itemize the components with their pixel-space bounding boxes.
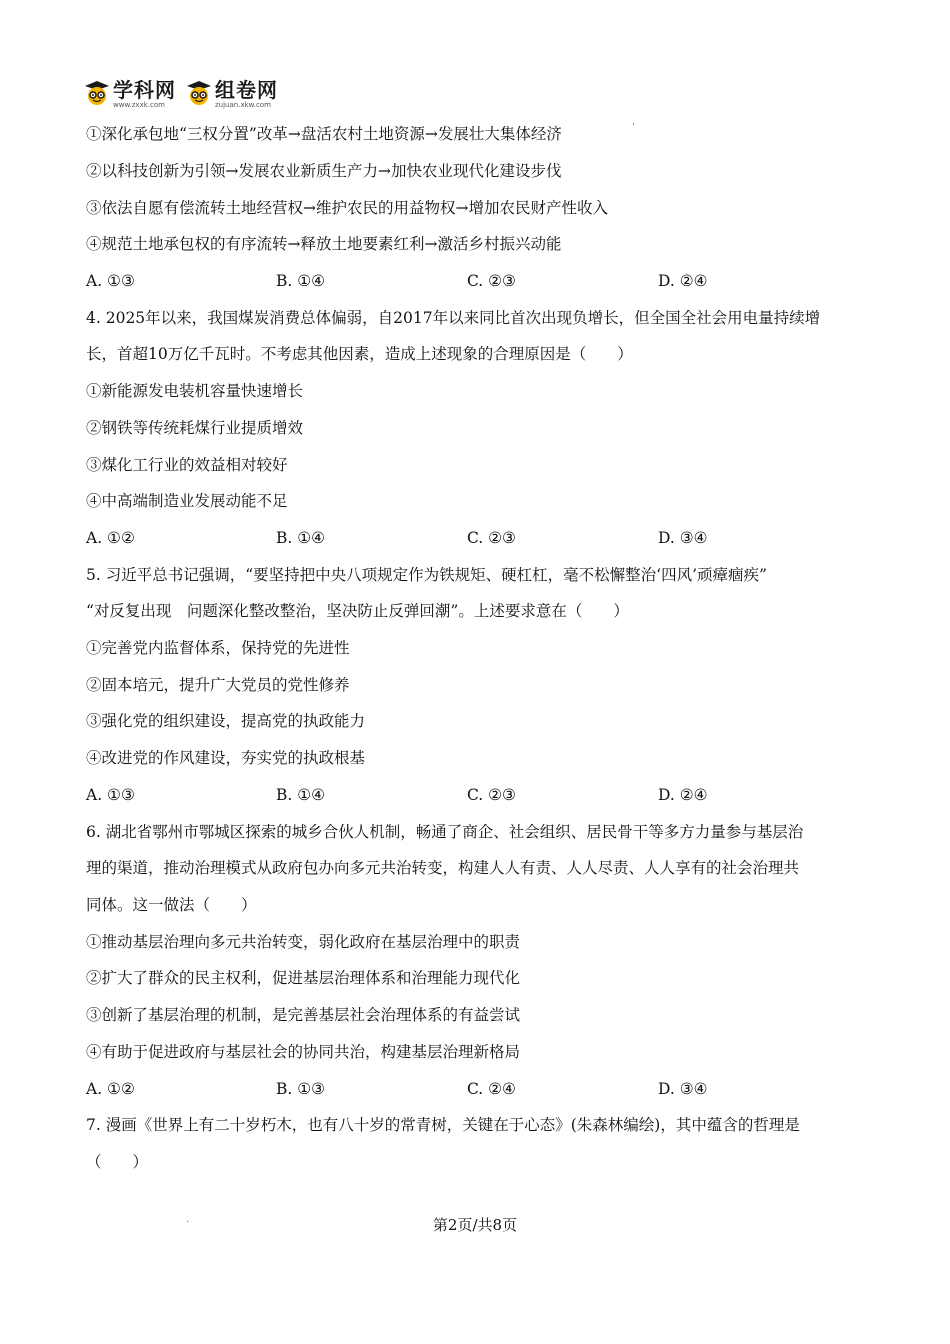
option-d[interactable]: D. ③④ <box>658 1080 708 1098</box>
page-number: 第2页/共8页 <box>432 1216 518 1234</box>
q6-statement-1: ①推动基层治理向多元共治转变，弱化政府在基层治理中的职责 <box>86 933 521 951</box>
q3-options <box>86 271 866 291</box>
q5-statement-4: ④改进党的作风建设，夯实党的执政根基 <box>86 749 366 767</box>
logo2-text: 组卷网 <box>215 78 278 102</box>
q3-statement-1: ①深化承包地“三权分置”改革→盘活农村土地资源→发展壮大集体经济 <box>86 125 562 143</box>
logo1-sub: www.zxxk.com <box>113 101 165 109</box>
mascot-icon <box>186 80 212 106</box>
stray-dot: . <box>186 1214 190 1225</box>
option-b[interactable]: B. ①③ <box>276 1080 326 1098</box>
option-c[interactable]: C. ②③ <box>467 529 516 547</box>
header-logos <box>84 80 278 114</box>
q6-stem-line-1: 6. 湖北省鄂州市鄂城区探索的城乡合伙人机制，畅通了商企、社会组织、居民骨干等多方力量参与基层治 <box>86 823 804 841</box>
q4-stem-line-1: 4. 2025年以来，我国煤炭消费总体偏弱，自2017年以来同比首次出现负增长，但全国全社会用电量持续增 <box>86 309 821 327</box>
logo2-sub: zujuan.xkw.com <box>215 101 271 109</box>
q6-options <box>86 1079 866 1099</box>
q5-statement-2: ②固本培元，提升广大党员的党性修养 <box>86 676 350 694</box>
option-d[interactable]: D. ②④ <box>658 786 708 804</box>
q6-statement-2: ②扩大了群众的民主权利，促进基层治理体系和治理能力现代化 <box>86 969 521 987</box>
option-a[interactable]: A. ①③ <box>86 786 135 804</box>
option-c[interactable]: C. ②③ <box>467 786 516 804</box>
q5-stem-line-2: “对反复出现 问题深化整改整治，坚决防止反弹回潮”。上述要求意在（ ） <box>86 602 629 620</box>
q4-statement-1: ①新能源发电装机容量快速增长 <box>86 382 304 400</box>
q5-stem-line-1: 5. 习近平总书记强调，“要坚持把中央八项规定作为铁规矩、硬杠杠，毫不松懈整治‘四风’顽瘴痼疾” <box>86 566 767 584</box>
q6-statement-4: ④有助于促进政府与基层社会的协同共治，构建基层治理新格局 <box>86 1043 521 1061</box>
option-c[interactable]: C. ②③ <box>467 272 516 290</box>
option-b[interactable]: B. ①④ <box>276 529 326 547</box>
logo-xuekewang <box>84 80 176 109</box>
q5-options <box>86 785 866 805</box>
q4-stem-line-2: 长，首超10万亿千瓦时。不考虑其他因素，造成上述现象的合理原因是（ ） <box>86 345 633 363</box>
option-a[interactable]: A. ①② <box>86 529 135 547</box>
q4-statement-2: ②钢铁等传统耗煤行业提质增效 <box>86 419 304 437</box>
q4-options <box>86 528 866 548</box>
option-c[interactable]: C. ②④ <box>467 1080 516 1098</box>
option-b[interactable]: B. ①④ <box>276 786 326 804</box>
q5-statement-3: ③强化党的组织建设，提高党的执政能力 <box>86 712 366 730</box>
q3-statement-2: ②以科技创新为引领→发展农业新质生产力→加快农业现代化建设步伐 <box>86 162 562 180</box>
q6-stem-line-2: 理的渠道，推动治理模式从政府包办向多元共治转变，构建人人有责、人人尽责、人人享有的社会治理共 <box>86 859 800 877</box>
mascot-icon <box>84 80 110 106</box>
logo1-text: 学科网 <box>113 78 176 102</box>
option-b[interactable]: B. ①④ <box>276 272 326 290</box>
q3-statement-4: ④规范土地承包权的有序流转→释放土地要素红利→激活乡村振兴动能 <box>86 235 562 253</box>
logo-zujuanwang <box>186 80 278 109</box>
q7-stem-line-1: 7. 漫画《世界上有二十岁朽木，也有八十岁的常青树，关键在于心态》(朱森林编绘)，其中蕴含的哲理是 <box>86 1116 800 1134</box>
q4-statement-4: ④中高端制造业发展动能不足 <box>86 492 288 510</box>
q6-stem-line-3: 同体。这一做法（ ） <box>86 896 257 914</box>
stray-dot: ' <box>632 122 635 133</box>
q7-stem-line-2: （ ） <box>86 1153 149 1171</box>
option-d[interactable]: D. ②④ <box>658 272 708 290</box>
q6-statement-3: ③创新了基层治理的机制，是完善基层社会治理体系的有益尝试 <box>86 1006 521 1024</box>
q4-statement-3: ③煤化工行业的效益相对较好 <box>86 456 288 474</box>
option-a[interactable]: A. ①② <box>86 1080 135 1098</box>
q5-statement-1: ①完善党内监督体系，保持党的先进性 <box>86 639 350 657</box>
q3-statement-3: ③依法自愿有偿流转土地经营权→维护农民的用益物权→增加农民财产性收入 <box>86 199 608 217</box>
option-a[interactable]: A. ①③ <box>86 272 135 290</box>
option-d[interactable]: D. ③④ <box>658 529 708 547</box>
